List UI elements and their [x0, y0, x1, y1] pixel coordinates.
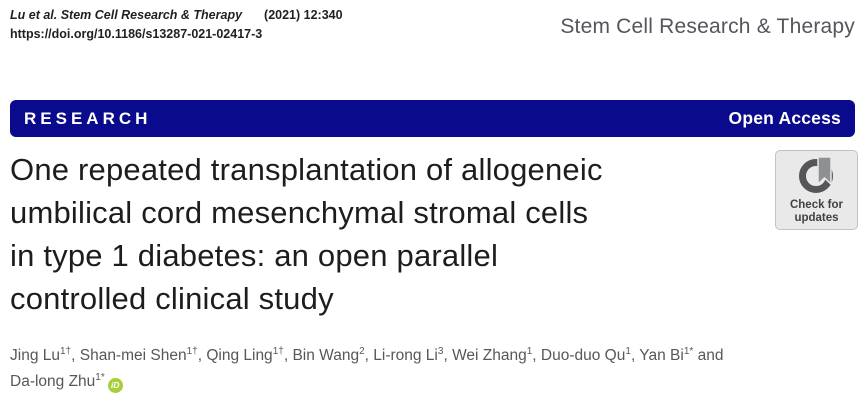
citation-ref: (2021) 12:340	[264, 8, 343, 22]
author-name: Li-rong Li$^3$	[373, 345, 444, 364]
author-name: Yan $Bi^{1*}$	[639, 345, 694, 364]
title-line: in type 1 diabetes: an open parallel	[10, 238, 499, 273]
title-line: controlled clinical study	[10, 281, 334, 316]
title-line: umbilical cord mesenchymal stromal cells	[10, 195, 589, 230]
author-name: Duo-duo Qu$^1$	[540, 345, 631, 364]
crossmark-bookmark-circle-icon	[795, 155, 839, 199]
citation-source: Lu et al. Stem Cell Research & Therapy	[10, 8, 243, 22]
citation-block	[10, 6, 343, 44]
journal-name: Stem Cell Research & Therapy	[560, 15, 855, 38]
article-type-banner	[10, 100, 855, 137]
check-for-updates-button[interactable]	[775, 150, 858, 230]
author-list: Jing $Lu^{1\dagger}$, Shan-mei Shen$^{1\dagger}$, Qing Ling$^{1\dagger}$, Bin Wang$^2$, Li-rong Li$^3$, Wei Zhang$^1$, Duo-duo Qu$^1$, Yan $Bi^{1*}$ and Da-long Zhu$^{1*}$iD	[10, 343, 858, 395]
article-title	[10, 148, 780, 320]
article-type-label: RESEARCH	[24, 108, 152, 128]
author-name: Jing $Lu^{1\dagger}$	[10, 345, 72, 364]
doi-link[interactable]: https://doi.org/10.1186/s13287-021-02417-3	[10, 27, 263, 41]
orcid-id-icon[interactable]: iD	[108, 378, 123, 393]
check-badge-text: Check for updates	[789, 199, 844, 224]
author-name: Bin Wang$^2$	[292, 345, 365, 364]
author-name: Qing Ling$^{1\dagger}$	[206, 345, 284, 364]
author-name: Da-long Zhu$^{1*}$	[10, 371, 105, 390]
title-line: One repeated transplantation of allogeneic	[10, 152, 603, 187]
author-name: Shan-mei Shen$^{1\dagger}$	[79, 345, 198, 364]
author-name: Wei Zhang$^1$	[452, 345, 533, 364]
open-access-label: Open Access	[728, 108, 841, 128]
citation-line	[10, 6, 343, 25]
